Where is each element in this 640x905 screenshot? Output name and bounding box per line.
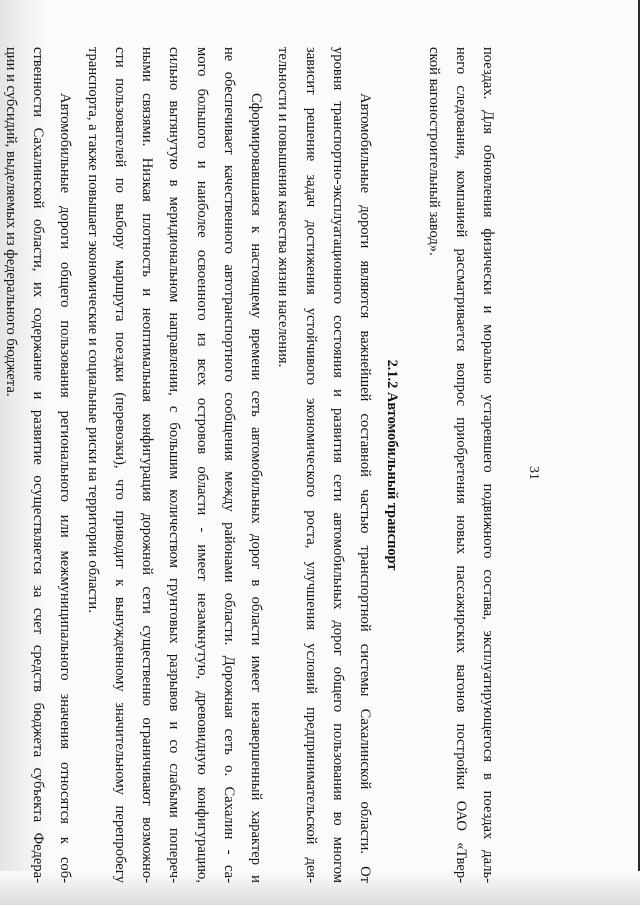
text-line: уровня транспортно-эксплуатационного состояния и развития сети автомобильных дорог общего пользования во многом [329, 47, 346, 883]
text-line: зависит решение задач достижения устойчивого экономического роста, улучшения условий предпринимательской дея- [302, 47, 319, 883]
paragraph-2 [79, 47, 269, 883]
text-line: ции и субсидий, выделяемых из федерального бюджета. [2, 47, 19, 397]
text-line: мого большого и наиболее освоенного из всех островов области - имеет незамкнутую, древовидную конфигурацию, [193, 47, 210, 883]
section-heading-block [378, 47, 405, 883]
text-line: поездах. Для обновления физически и морально устаревшего подвижного состава, эксплуатирующегося в поездах даль- [480, 47, 496, 883]
text-line: Сформировавшаяся к настоящему времени сеть автомобильных дорог в области имеет незавершенный характер и [248, 93, 264, 883]
text-line: него следования, компанией рассматривается вопрос приобретения новых пассажирских вагонов постройки ОАО «Твер- [452, 47, 469, 883]
text-line: Автомобильные дороги общего пользования регионального или межмуниципального значения относятся к соб- [57, 93, 73, 883]
text-line: тельности и повышения качества жизни населения. [275, 47, 292, 368]
rotated-page-content [2, 47, 543, 883]
text-line: сильно вытянутую в меридиональном направлении, с большим количеством грунтовых разрывов и со слабыми попереч- [166, 47, 183, 883]
paragraph-1 [269, 47, 378, 883]
text-line: ственности Сахалинской области, их содержание и развитие осуществляется за счет средств бюджета субъекта Федера- [29, 47, 46, 883]
page-number: 31 [526, 466, 541, 480]
top-paragraph [419, 47, 501, 883]
paragraph-3 [0, 47, 78, 883]
text-line: транспорта, а также повышает экономические и социальные риски на территории области. [84, 47, 101, 613]
text-line: ской вагоностроительный завод». [425, 47, 442, 256]
text-line: не обеспечивает качественного автотранспортного сообщения между районами области. Дорожная сеть о. Сахалин - са- [220, 47, 237, 883]
text-line: сти пользователей по выбору маршрута поездки (перевозки), что приводит к вынужденному значительному перепробегу [112, 47, 129, 883]
text-line: Автомобильные дороги являются важнейшей составной частью транспортной системы Сахалинской области. От [357, 93, 373, 883]
section-heading: 2.1.2 Автомобильный транспорт [384, 359, 400, 571]
text-line: ными связями. Низкая плотность и неоптимальная конфигурация дорожной сети существенно ограничивают возможно- [139, 47, 156, 883]
